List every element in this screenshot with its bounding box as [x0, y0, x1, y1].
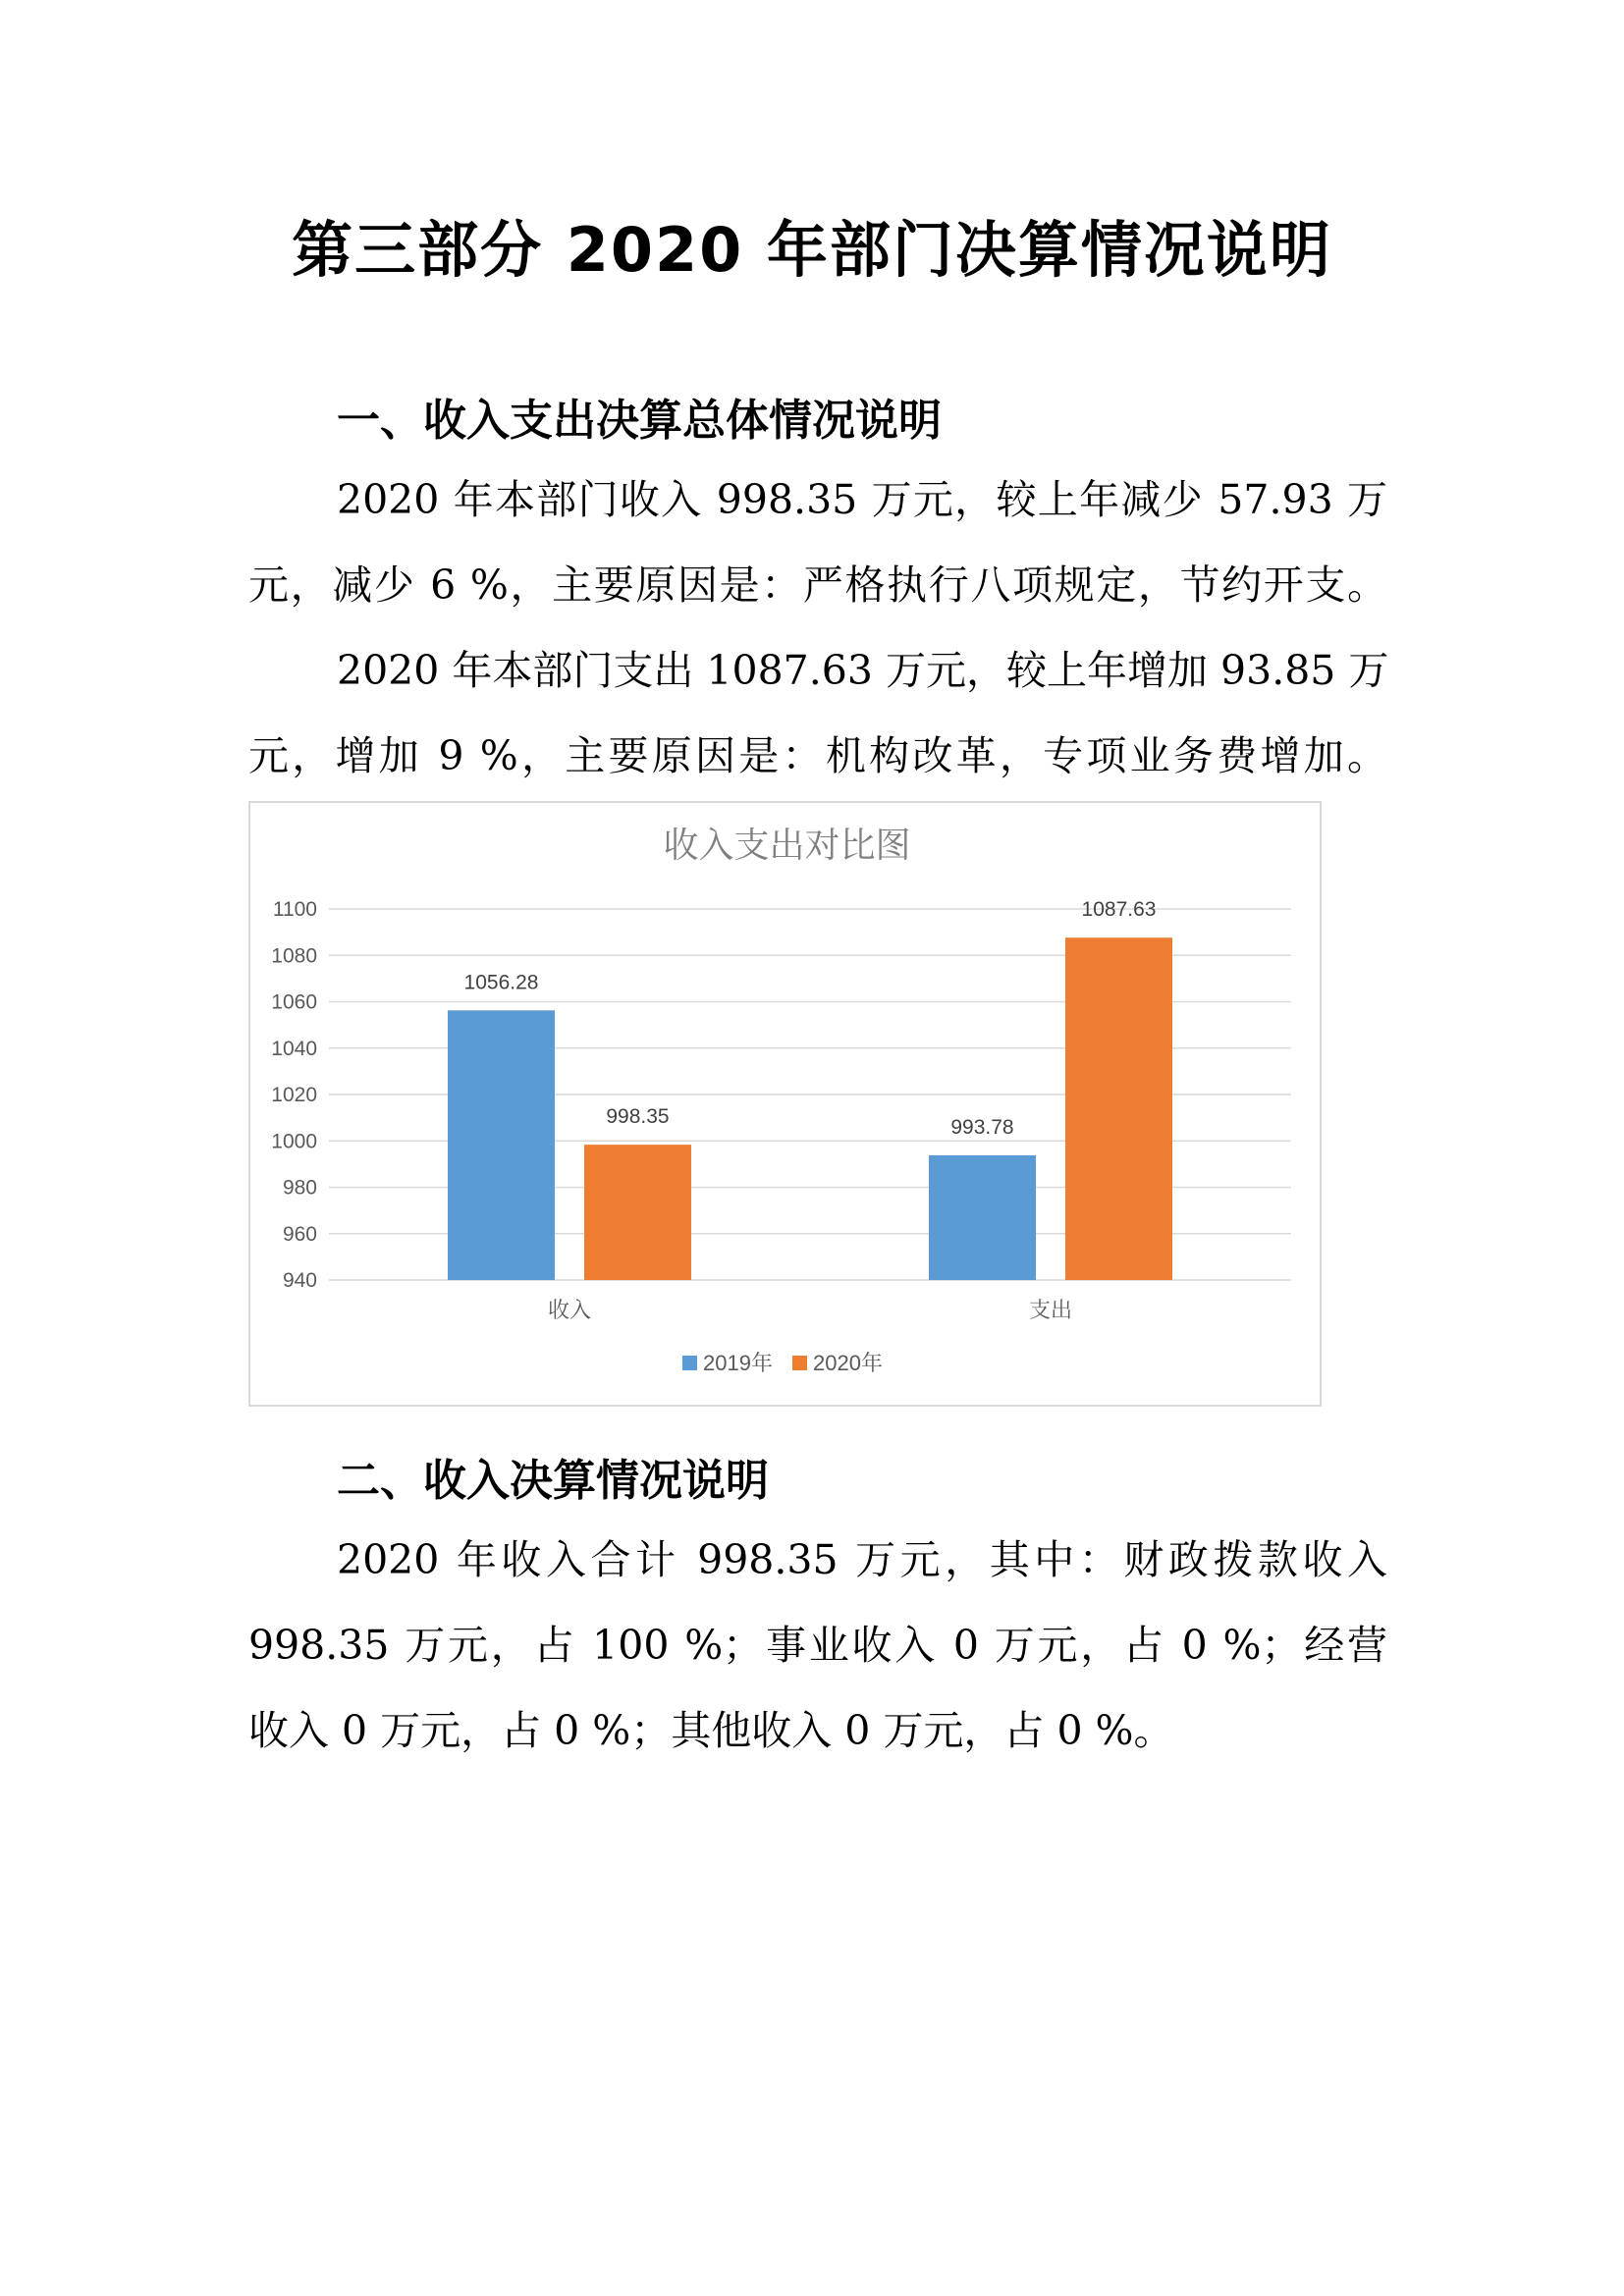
- y-tick-label: 980: [282, 1176, 317, 1200]
- paragraph-income-summary: [248, 457, 1387, 628]
- y-tick-label: 1020: [271, 1084, 317, 1106]
- y-tick-label: 940: [282, 1269, 317, 1292]
- legend-label: 2020年: [813, 1351, 883, 1375]
- paragraph-line: 2020 年收入合计 998.35 万元，其中：财政拨款收入: [337, 1536, 1387, 1583]
- bar: [1065, 937, 1172, 1280]
- y-tick-label: 1100: [272, 898, 317, 921]
- category-label: 收入: [547, 1299, 592, 1323]
- paragraph-line: 2020 年本部门收入 998.35 万元，较上年减少 57.93 万: [337, 476, 1387, 523]
- section-heading-2: 二、收入决算情况说明: [337, 1456, 769, 1506]
- data-label: 1087.63: [1081, 898, 1157, 922]
- bar: [929, 1155, 1036, 1280]
- legend-swatch: [792, 1356, 807, 1370]
- chart-title: 收入支出对比图: [663, 826, 911, 866]
- y-tick-label: 1040: [271, 1037, 317, 1060]
- paragraph-line: 收入 0 万元，占 0 %；其他收入 0 万元，占 0 %。: [248, 1707, 1174, 1754]
- paragraph-line: 998.35 万元，占 100 %；事业收入 0 万元，占 0 %；经营: [248, 1622, 1387, 1669]
- bar: [584, 1145, 691, 1280]
- data-label: 998.35: [606, 1105, 670, 1129]
- income-expenditure-chart: [248, 801, 1322, 1407]
- y-tick-label: 1080: [271, 944, 317, 968]
- legend-swatch: [682, 1356, 697, 1370]
- category-label: 支出: [1028, 1299, 1073, 1323]
- data-label: 993.78: [950, 1115, 1014, 1139]
- page-title: 第三部分 2020 年部门决算情况说明: [292, 214, 1332, 286]
- paragraph-line: 2020 年本部门支出 1087.63 万元，较上年增加 93.85 万: [337, 647, 1389, 694]
- y-tick-label: 1000: [271, 1130, 317, 1153]
- legend-label: 2019年: [703, 1351, 773, 1375]
- section-heading-1: 一、收入支出决算总体情况说明: [337, 396, 942, 446]
- data-label: 1056.28: [463, 971, 539, 994]
- bar: [448, 1010, 555, 1280]
- chart-canvas: [250, 803, 1324, 1409]
- paragraph-line: 元，增加 9 %，主要原因是：机构改革，专项业务费增加。: [248, 732, 1387, 779]
- paragraph-expenditure-summary: [248, 628, 1387, 799]
- paragraph-line: 元，减少 6 %，主要原因是：严格执行八项规定，节约开支。: [248, 561, 1387, 609]
- y-tick-label: 1060: [271, 990, 317, 1014]
- paragraph-income-detail: [248, 1518, 1387, 1774]
- y-tick-label: 960: [282, 1222, 317, 1246]
